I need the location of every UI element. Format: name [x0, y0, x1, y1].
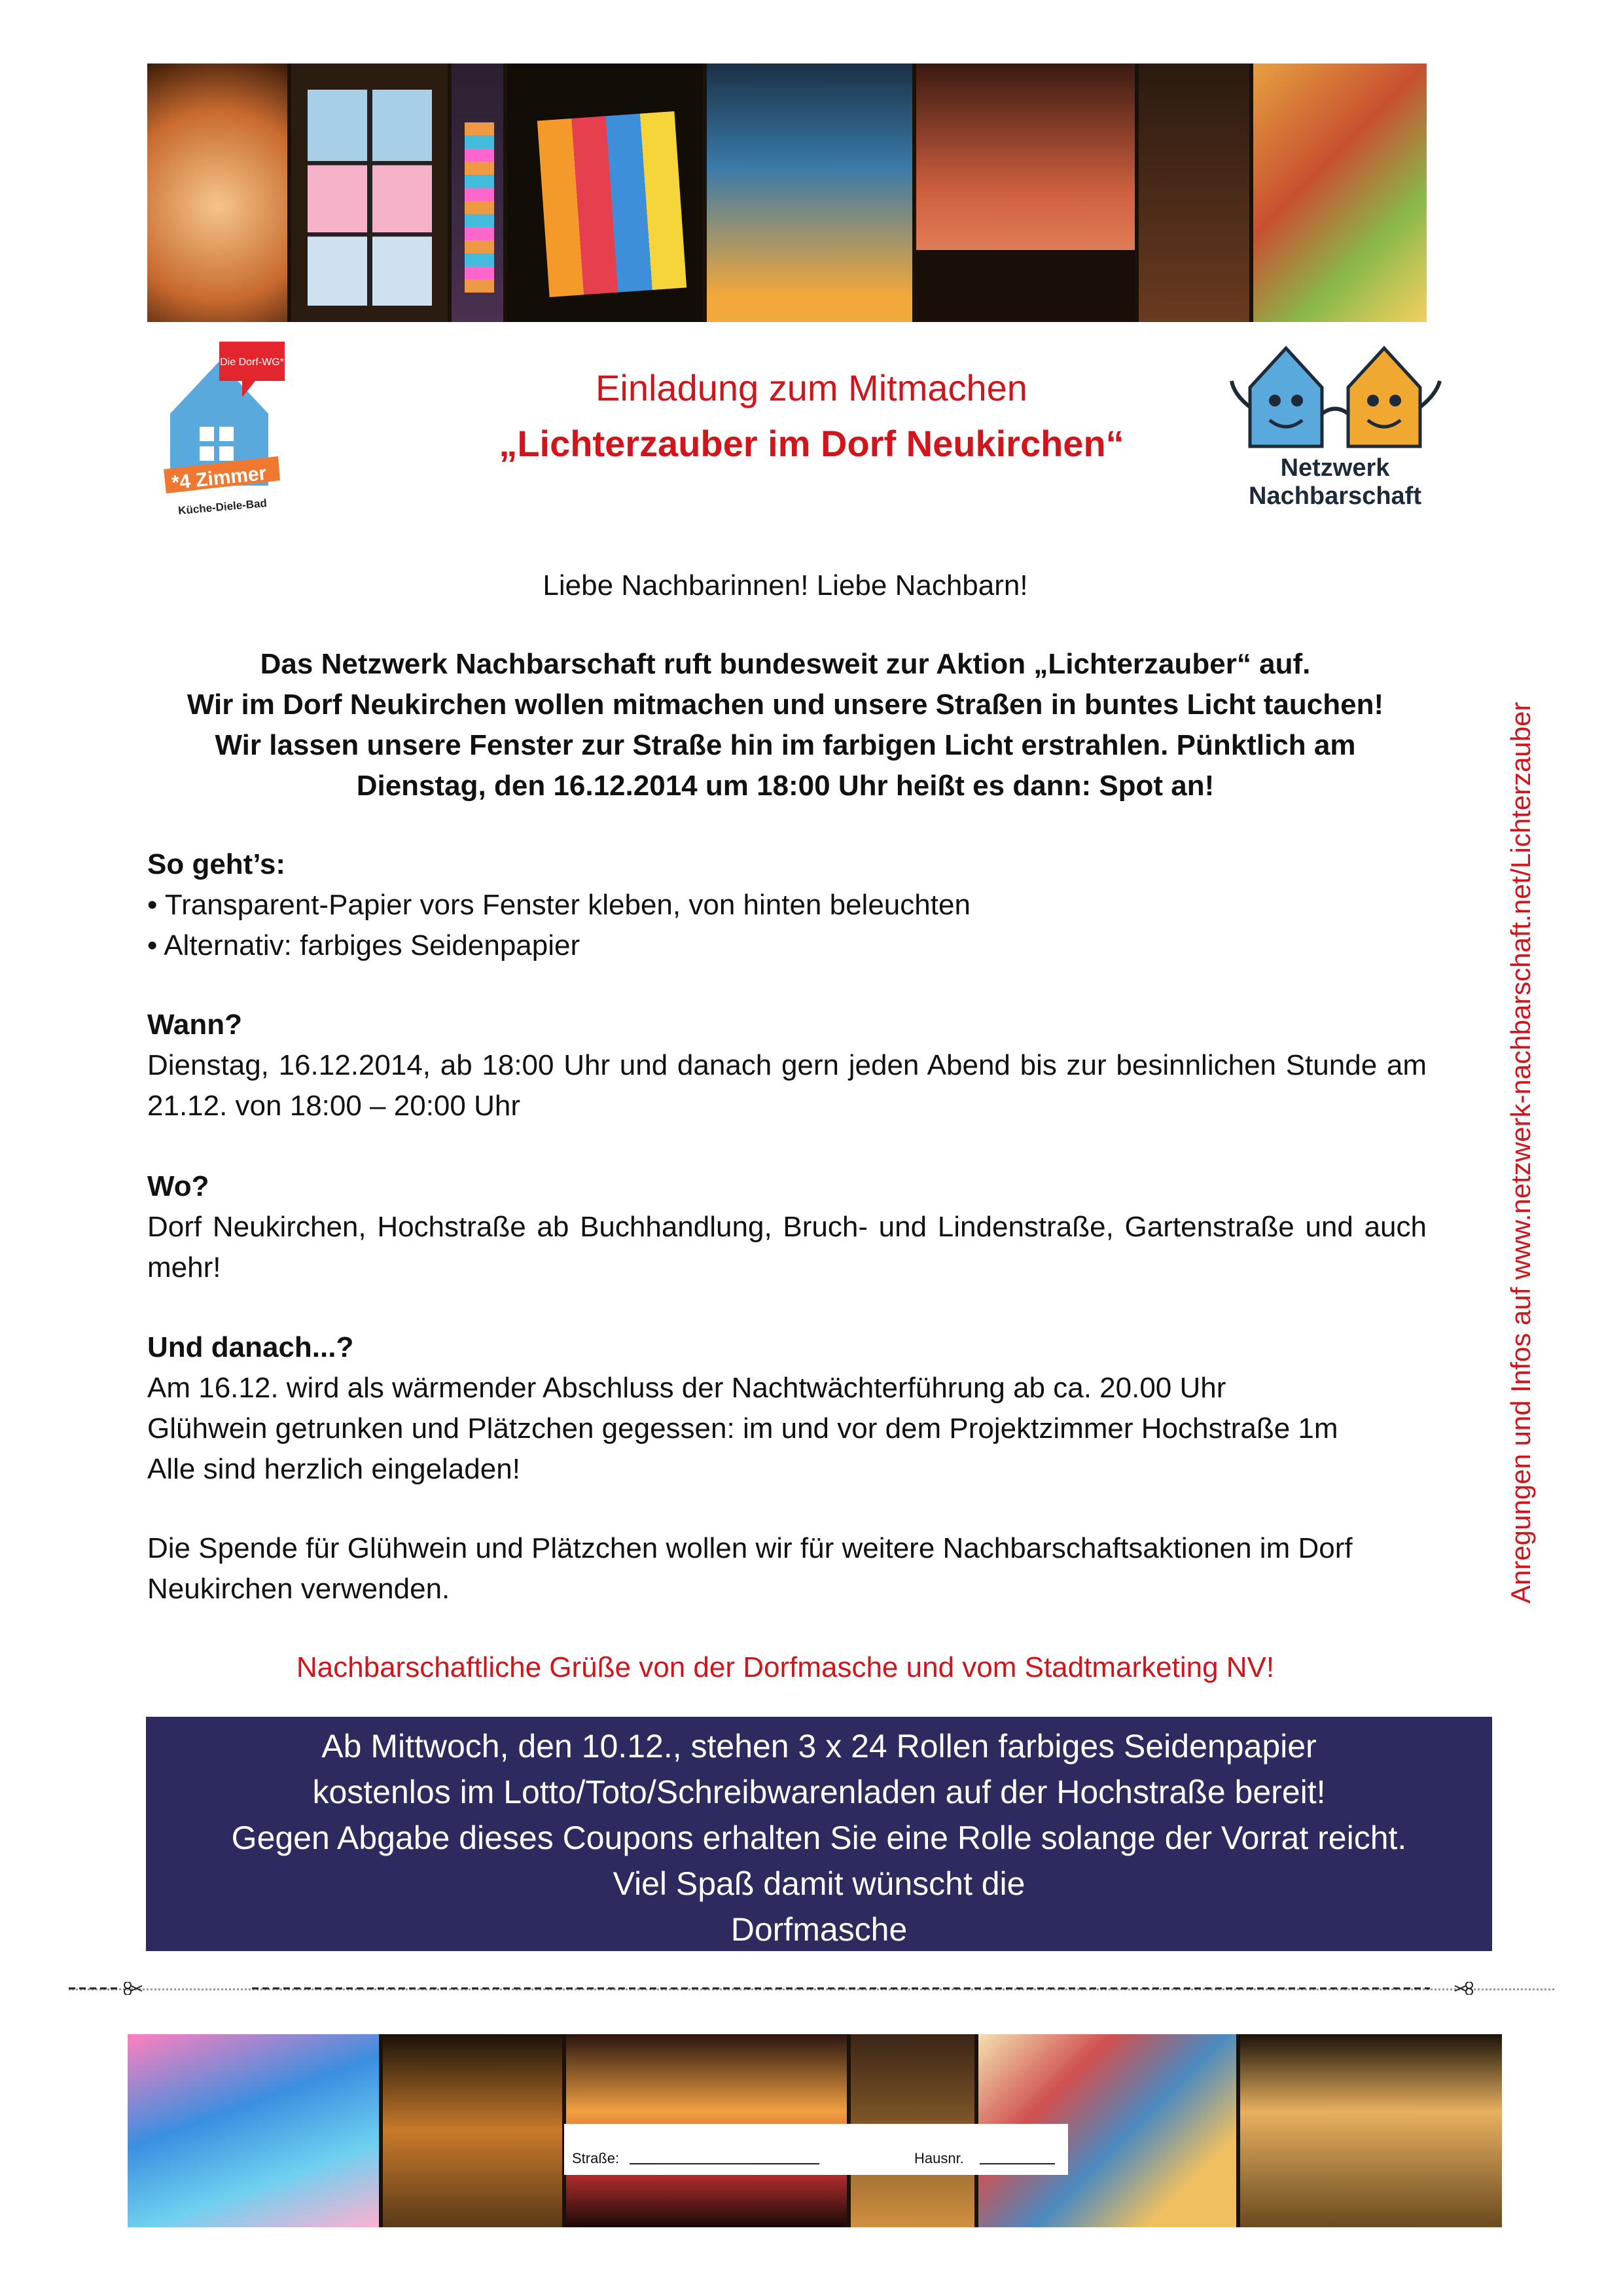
intro-paragraph [131, 644, 1440, 806]
where-section [147, 1166, 1427, 1288]
window-photo [147, 63, 291, 322]
logo-name-line-1: Netzwerk [1280, 454, 1390, 482]
window-photo [707, 63, 916, 322]
howto-item: • Transparent-Papier vors Fenster kleben, von hinten beleuchten [147, 889, 971, 921]
greeting: Liebe Nachbarinnen! Liebe Nachbarn! [543, 569, 1028, 601]
cut-line [69, 1982, 1554, 1995]
logo-ribbon-text: *4 Zimmer [170, 462, 268, 494]
window-photo [1139, 63, 1253, 322]
coupon-line: kostenlos im Lotto/Toto/Schreibwarenladen auf der Hochstraße bereit! [312, 1774, 1326, 1810]
when-section [147, 1005, 1427, 1126]
coupon-line: Viel Spaß damit wünscht die [613, 1865, 1026, 1902]
window-photo [507, 63, 707, 322]
intro-line: Wir im Dorf Neukirchen wollen mitmachen und unsere Straßen in buntes Licht tauchen! [187, 689, 1384, 721]
street-label: Straße: [572, 2150, 620, 2166]
after-line: Alle sind herzlich eingeladen! [147, 1453, 520, 1485]
howto-item: • Alternativ: farbiges Seidenpapier [147, 929, 580, 961]
address-form [564, 2124, 1068, 2175]
scissors-icon [124, 1982, 142, 1995]
after-line: Am 16.12. wird als wärmender Abschluss der Nachtwächterführung ab ca. 20.00 Uhr [147, 1372, 1226, 1404]
street-field[interactable] [630, 2163, 819, 2164]
title-line-2: „Lichterzauber im Dorf Neukirchen“ [499, 423, 1124, 464]
coupon-box [146, 1717, 1492, 1951]
house-number-field[interactable] [980, 2163, 1055, 2164]
window-photo [128, 2034, 383, 2227]
logo-bubble-text: Die Dorf-WG* [220, 357, 284, 368]
where-heading: Wo? [147, 1170, 209, 1202]
window-photo [916, 63, 1139, 322]
netzwerk-nachbarschaft-logo [1224, 335, 1453, 512]
window-photo [1240, 2034, 1502, 2227]
scissors-icon [1455, 1982, 1472, 1995]
coupon-line: Dorfmasche [730, 1911, 908, 1948]
window-photo [291, 63, 452, 322]
intro-line: Wir lassen unsere Fenster zur Straße hin im farbigen Licht erstrahlen. Pünktlich am [215, 729, 1356, 761]
after-heading: Und danach...? [147, 1331, 354, 1363]
coupon-line: Gegen Abgabe dieses Coupons erhalten Sie eine Rolle solange der Vorrat reicht. [231, 1820, 1407, 1856]
coupon-line: Ab Mittwoch, den 10.12., stehen 3 x 24 Rollen farbiges Seidenpapier [321, 1728, 1317, 1765]
after-line: Glühwein getrunken und Plätzchen gegessen: im und vor dem Projektzimmer Hochstraße 1m [147, 1412, 1338, 1444]
closing-greeting: Nachbarschaftliche Grüße von der Dorfmasche und vom Stadtmarketing NV! [296, 1651, 1275, 1683]
house-number-label: Hausnr. [914, 2150, 964, 2166]
side-info-text: Anregungen und Infos auf www.netzwerk-nachbarschaft.net/Lichterzauber [1505, 702, 1536, 1604]
window-photo [452, 63, 507, 322]
howto-heading: So geht’s: [147, 848, 286, 880]
logo-name-line-2: Nachbarschaft [1249, 482, 1421, 510]
when-heading: Wann? [147, 1009, 242, 1041]
where-text: Dorf Neukirchen, Hochstraße ab Buchhandlung, Bruch- und Lindenstraße, Gartenstraße und auch mehr! [147, 1211, 1427, 1283]
intro-line: Das Netzwerk Nachbarschaft ruft bundesweit zur Aktion „Lichterzauber“ auf. [260, 648, 1311, 680]
header-photo-banner [147, 63, 1427, 322]
logo-sub-text: Küche-Diele-Bad [177, 497, 268, 517]
window-photo [1253, 63, 1427, 322]
howto-section [147, 844, 1427, 966]
after-section [147, 1327, 1427, 1490]
donation-note: Die Spende für Glühwein und Plätzchen wollen wir für weitere Nachbarschaftsaktionen im Dorf Neukirchen verwenden. [147, 1532, 1353, 1605]
title-line-1: Einladung zum Mitmachen [596, 367, 1027, 408]
intro-line: Dienstag, den 16.12.2014 um 18:00 Uhr heißt es dann: Spot an! [356, 770, 1215, 802]
when-text: Dienstag, 16.12.2014, ab 18:00 Uhr und danach gern jeden Abend bis zur besinnlichen Stunde am 21.12. von 18:00 – 20:00 Uhr [147, 1049, 1427, 1122]
window-photo [383, 2034, 566, 2227]
